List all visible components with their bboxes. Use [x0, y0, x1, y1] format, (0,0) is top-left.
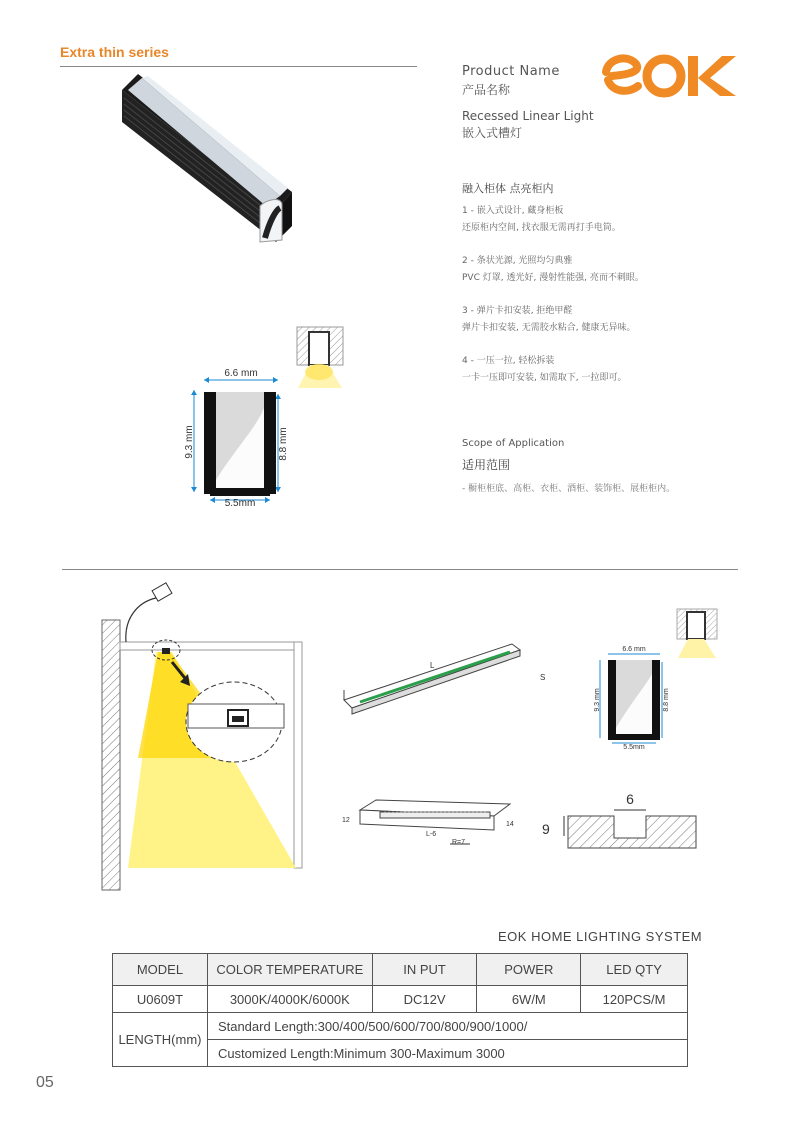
product-photo — [120, 70, 300, 250]
spec-header: COLOR TEMPERATURE — [207, 954, 372, 986]
feature-2 — [462, 253, 644, 287]
spec-cell: 6W/M — [477, 986, 581, 1013]
groove-width-label: 6 — [626, 791, 634, 807]
feature-desc: 还原柜内空间, 找衣服无需再打手电筒。 — [462, 223, 621, 233]
groove-depth-label: 9 — [542, 821, 550, 837]
install-length-label: L-6 — [426, 831, 437, 838]
groove-cut-diagram — [538, 790, 698, 852]
scope-label-cn: 适用范围 — [462, 458, 511, 472]
strip-length-label: L — [430, 661, 435, 670]
headline: 融入柜体 点亮柜内 — [462, 182, 554, 195]
product-name-label: Product Name — [462, 64, 560, 79]
spec-table — [112, 953, 688, 1067]
feature-title: 4 - 一压一拉, 轻松拆装 — [462, 356, 555, 366]
install-left-label: 12 — [342, 817, 350, 824]
install-radius-label: R=7 — [452, 839, 466, 846]
profile-dimension-drawing-small — [594, 644, 676, 750]
spec-header: POWER — [477, 954, 581, 986]
eok-logo — [598, 48, 740, 100]
spec-cell: DC12V — [372, 986, 477, 1013]
page-number: 05 — [36, 1074, 54, 1091]
feature-4 — [462, 353, 626, 387]
dim-left-label: 9.3 mm — [184, 425, 195, 459]
standard-length: Standard Length:300/400/500/600/700/800/900/1000/ — [207, 1013, 687, 1040]
spec-cell: U0609T — [113, 986, 208, 1013]
length-label: LENGTH(mm) — [113, 1013, 208, 1067]
feature-desc: 一卡一压即可安装, 如需取下, 一拉即可。 — [462, 373, 627, 383]
recessed-icon-small — [676, 608, 720, 658]
feature-title: 2 - 条状光源, 光照均匀典雅 — [462, 256, 573, 266]
spec-header: MODEL — [113, 954, 208, 986]
feature-3 — [462, 303, 635, 337]
led-strip-diagram — [340, 640, 550, 714]
scope-label: Scope of Application — [462, 438, 565, 449]
customized-length: Customized Length:Minimum 300-Maximum 3000 — [207, 1040, 687, 1067]
dim-top-label: 6.6 mm — [224, 368, 258, 379]
dim-bottom-label: 5.5mm — [224, 498, 256, 509]
dim-right-label: 8.8 mm — [278, 427, 289, 461]
spec-length-row — [113, 1013, 688, 1040]
product-name: Recessed Linear Light — [462, 109, 594, 123]
feature-title: 3 - 弹片卡扣安装, 拒绝甲醛 — [462, 306, 573, 316]
dim-left-label-small: 9.3 mm — [594, 688, 601, 712]
product-name-label-cn: 产品名称 — [462, 83, 511, 97]
feature-desc: 弹片卡扣安装, 无需胶水粘合, 健康无异味。 — [462, 323, 636, 333]
header-divider — [60, 66, 417, 67]
feature-title: 1 - 嵌入式设计, 藏身柜板 — [462, 206, 564, 216]
scope-items: - 橱柜柜底、高柜、衣柜、酒柜、装饰柜、展柜柜内。 — [462, 484, 676, 494]
spec-cell: 120PCS/M — [581, 986, 688, 1013]
spec-cell: 3000K/4000K/6000K — [207, 986, 372, 1013]
spec-header: IN PUT — [372, 954, 477, 986]
section-divider — [62, 569, 738, 570]
cabinet-installation-illustration — [98, 578, 308, 894]
system-title: EOK HOME LIGHTING SYSTEM — [498, 929, 703, 944]
spec-header-row — [113, 954, 688, 986]
spec-header: LED QTY — [581, 954, 688, 986]
strip-side-label: S — [540, 673, 546, 682]
install-right-label: 14 — [506, 821, 514, 828]
profile-dimension-drawing — [186, 368, 296, 508]
spec-data-row — [113, 986, 688, 1013]
recessed-icon — [296, 326, 346, 388]
dim-bottom-label-small: 5.5mm — [623, 744, 645, 751]
dim-right-label-small: 8.8 mm — [663, 688, 670, 712]
series-title: Extra thin series — [60, 44, 169, 60]
feature-desc: PVC 灯罩, 透光好, 漫射性能强, 亮而不刺眼。 — [462, 273, 644, 283]
product-name-cn: 嵌入式槽灯 — [462, 126, 523, 140]
install-cut-diagram — [340, 796, 520, 852]
dim-top-label-small: 6.6 mm — [622, 646, 646, 653]
feature-1 — [462, 203, 621, 237]
